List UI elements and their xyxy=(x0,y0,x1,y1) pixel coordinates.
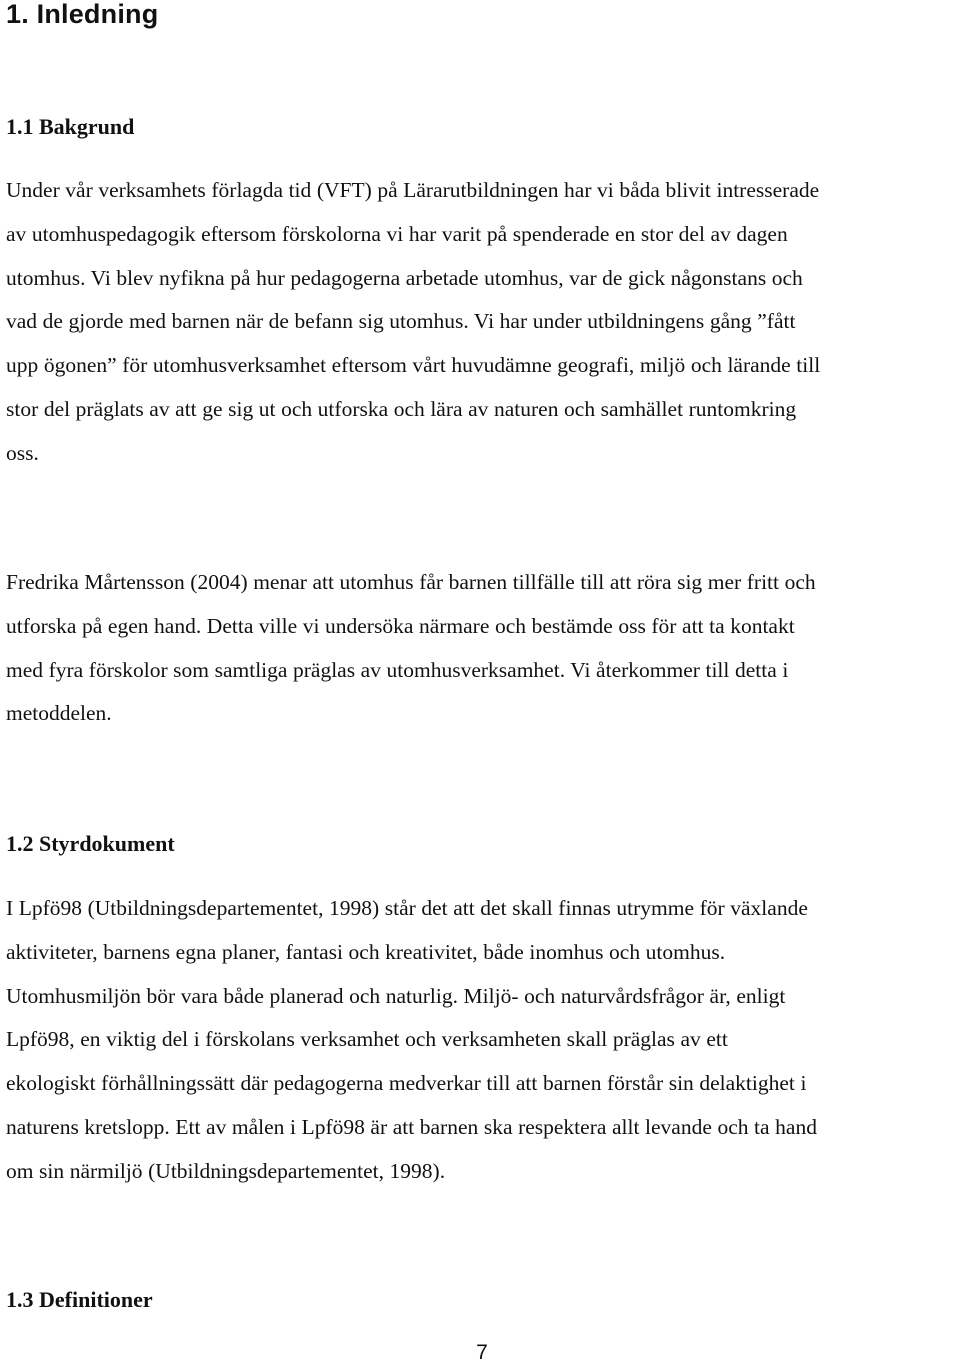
text-line: Lpfö98, en viktig del i förskolans verksamhet och verksamheten skall präglas av ett xyxy=(6,1027,728,1052)
text-line: I Lpfö98 (Utbildningsdepartementet, 1998) står det att det skall finnas utrymme för växlande xyxy=(6,896,808,920)
text-line: metoddelen. xyxy=(6,701,112,726)
text-line: utforska på egen hand. Detta ville vi undersöka närmare och bestämde oss för att ta kontakt xyxy=(6,613,795,638)
text-line: naturens kretslopp. Ett av målen i Lpfö98 är att barnen ska respektera allt levande och ta hand xyxy=(6,1114,817,1139)
text-line: Under vår verksamhets förlagda tid (VFT) på Lärarutbildningen har vi båda blivit intresserade xyxy=(6,178,820,202)
text-line: ekologiskt förhållningssätt där pedagogerna medverkar till att barnen förstår sin delaktighet i xyxy=(6,1071,807,1096)
text-line: stor del präglats av att ge sig ut och utforska och lära av naturen och samhället runtomkring xyxy=(6,396,797,421)
section-heading-definitioner: 1.3 Definitioner xyxy=(6,1287,153,1312)
paragraph-bakgrund-2 xyxy=(6,561,956,736)
section-heading-bakgrund: 1.1 Bakgrund xyxy=(6,114,135,139)
text-line: aktiviteter, barnens egna planer, fantasi och kreativitet, både inomhus och utomhus. xyxy=(6,939,726,964)
text-line: av utomhuspedagogik eftersom förskolorna vi har varit på spenderade en stor del av dagen xyxy=(6,221,788,246)
page-number: 7 xyxy=(476,1341,488,1364)
chapter-heading: 1. Inledning xyxy=(6,0,159,29)
section-heading-styrdokument: 1.2 Styrdokument xyxy=(6,831,175,856)
paragraph-styrdokument-1 xyxy=(6,887,956,1194)
text-line: med fyra förskolor som samtliga präglas av utomhusverksamhet. Vi återkommer till detta i xyxy=(6,657,789,682)
text-line: upp ögonen” för utomhusverksamhet eftersom vårt huvudämne geografi, miljö och lärande till xyxy=(6,353,821,378)
paragraph-bakgrund-1 xyxy=(6,169,956,476)
text-line: Fredrika Mårtensson (2004) menar att utomhus får barnen tillfälle till att röra sig mer fritt och xyxy=(6,570,816,594)
text-line: vad de gjorde med barnen när de befann sig utomhus. Vi har under utbildningens gång ”fått xyxy=(6,309,796,334)
text-line: oss. xyxy=(6,440,39,465)
text-line: om sin närmiljö (Utbildningsdepartementet, 1998). xyxy=(6,1158,446,1183)
text-line: utomhus. Vi blev nyfikna på hur pedagogerna arbetade utomhus, var de gick någonstans och xyxy=(6,265,803,290)
text-line: Utomhusmiljön bör vara både planerad och naturlig. Miljö- och naturvårdsfrågor är, enligt xyxy=(6,983,786,1008)
